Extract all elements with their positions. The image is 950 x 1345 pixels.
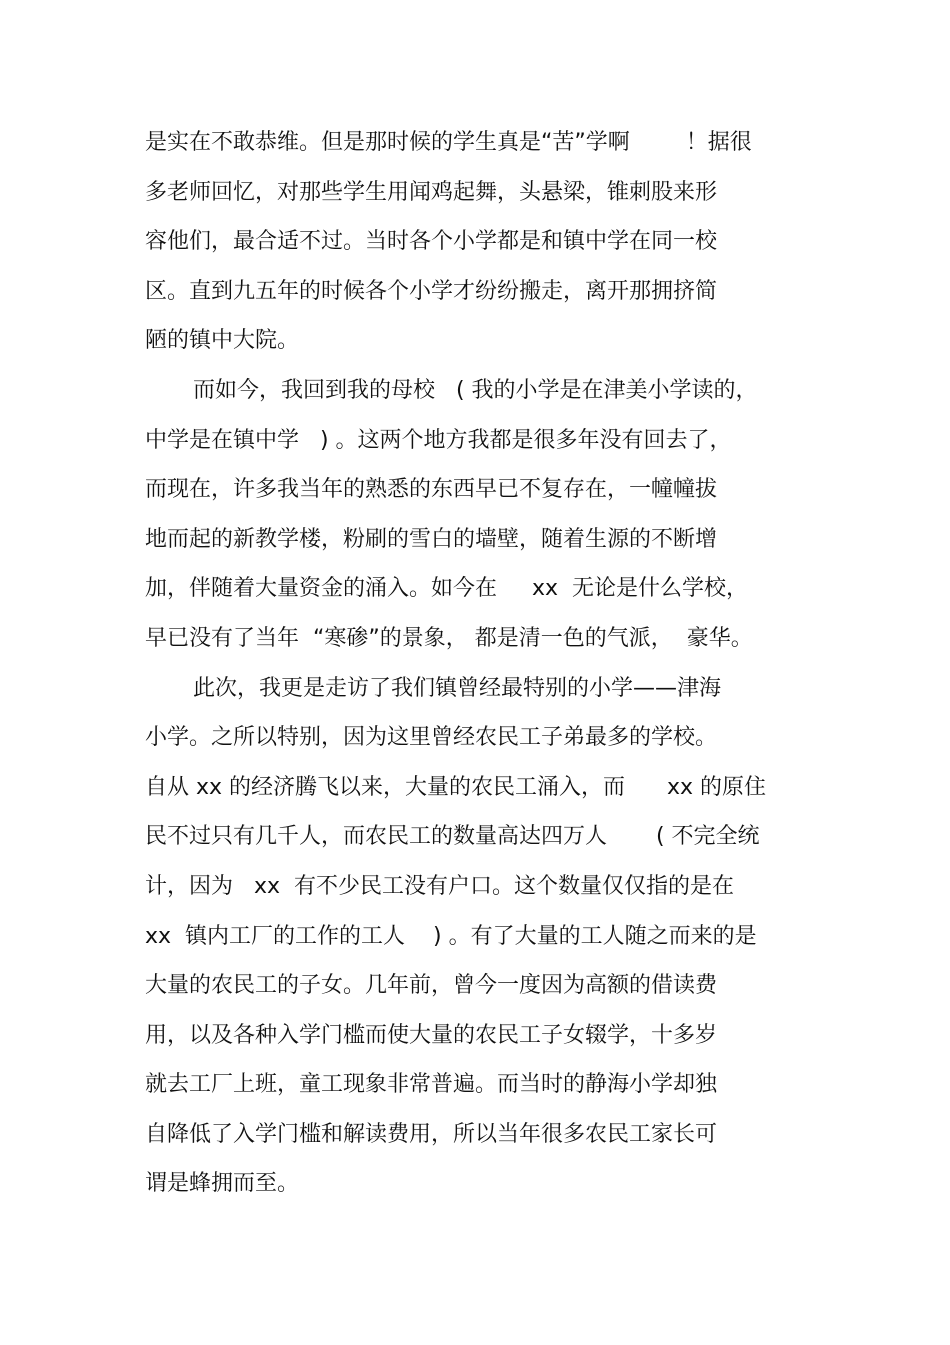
paragraph-start-line: 此次，我更是走访了我们镇曾经最特别的小学——津海: [193, 675, 722, 701]
text-line: 而现在，许多我当年的熟悉的东西早已不复存在，一幢幢拔: [145, 477, 718, 503]
text-line: 早已没有了当年 “寒碜”的景象， 都是清一色的气派， 豪华。: [145, 625, 753, 651]
text-line: 就去工厂上班，童工现象非常普遍。而当时的静海小学却独: [145, 1072, 718, 1098]
text-line: 自降低了入学门槛和解读费用，所以当年很多农民工家长可: [145, 1121, 718, 1147]
text-line: 容他们，最合适不过。当时各个小学都是和镇中学在同一校: [145, 229, 718, 255]
text-line: 中学是在镇中学 ) 。这两个地方我都是很多年没有回去了，: [145, 427, 732, 453]
paragraph-start-line: 而如今，我回到我的母校 ( 我的小学是在津美小学读的，: [193, 377, 758, 403]
text-line: 加，伴随着大量资金的涌入。如今在 xx 无论是什么学校，: [145, 576, 748, 602]
text-line: 小学。之所以特别，因为这里曾经农民工子弟最多的学校。: [145, 725, 718, 751]
text-line: 区。直到九五年的时候各个小学才纷纷搬走，离开那拥挤简: [145, 278, 718, 304]
text-line: 民不过只有几千人，而农民工的数量高达四万人 ( 不完全统: [145, 824, 760, 850]
text-line: 陋的镇中大院。: [145, 328, 300, 354]
text-line: 用，以及各种入学门槛而使大量的农民工子女辍学，十多岁: [145, 1022, 718, 1048]
text-line: 自从 xx 的经济腾飞以来，大量的农民工涌入，而 xx 的原住: [145, 774, 767, 800]
text-line: 谓是蜂拥而至。: [145, 1171, 300, 1197]
text-line: 地而起的新教学楼，粉刷的雪白的墙壁，随着生源的不断增: [145, 526, 718, 552]
text-line: xx 镇内工厂的工作的工人 ) 。有了大量的工人随之而来的是: [145, 923, 757, 949]
text-line: 计，因为 xx 有不少民工没有户口。这个数量仅仅指的是在: [145, 873, 735, 899]
text-line: 大量的农民工的子女。几年前，曾今一度因为高额的借读费: [145, 973, 718, 999]
text-line: 是实在不敢恭维。但是那时候的学生真是“苦”学啊 ！据很: [145, 130, 752, 155]
text-line: 多老师回忆，对那些学生用闻鸡起舞，头悬梁，锥刺股来形: [145, 179, 718, 205]
body-text: [145, 118, 825, 1209]
